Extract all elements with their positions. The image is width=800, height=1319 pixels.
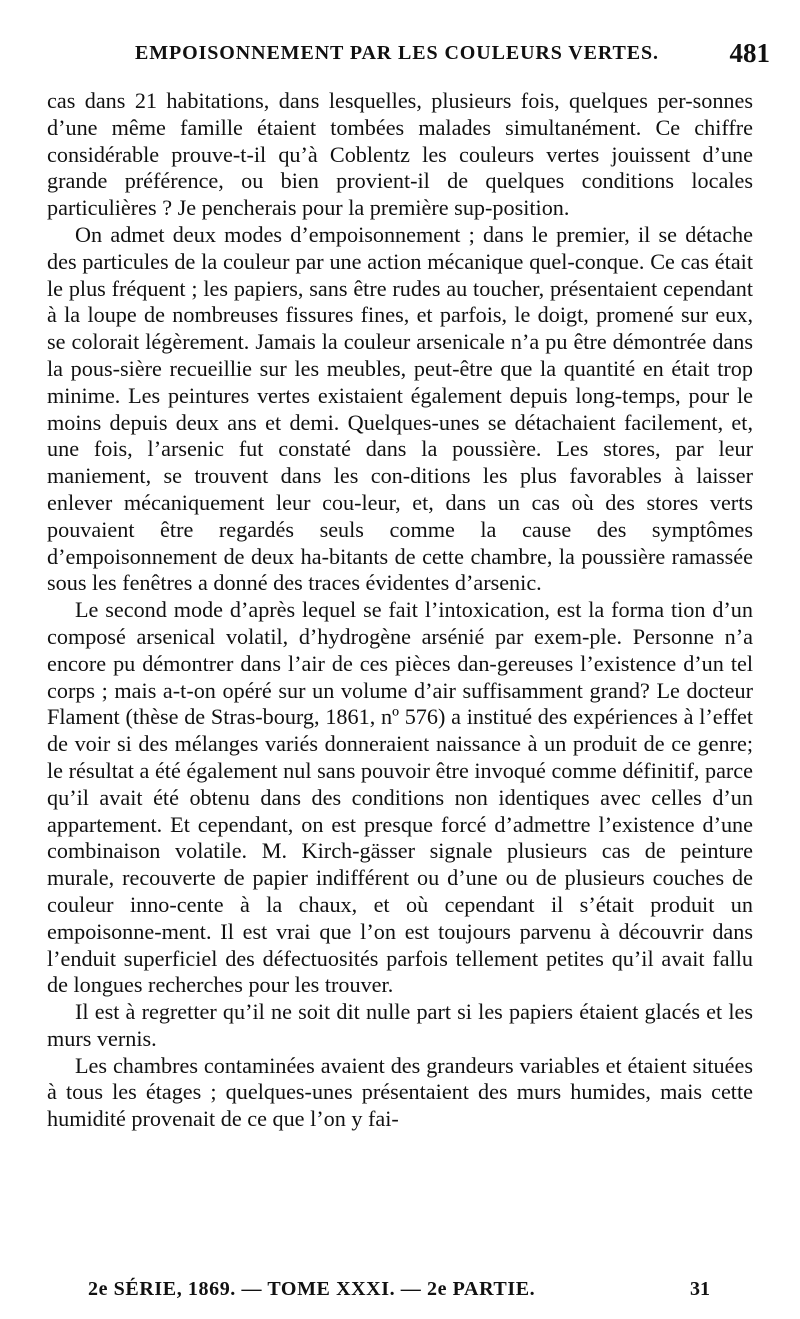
page-footer: [88, 1278, 710, 1308]
paragraph: Le second mode d’après lequel se fait l’intoxication, est la forma tion d’un composé arsenical volatil, d’hydrogène arsénié par exem-ple. Personne n’a encore pu démontrer dans l’air de ces pièces dan-gereuses l’existence d’un tel corps ; mais a-t-on opéré sur un volume d’air suffisamment grand? Le docteur Flament (thèse de Stras-bourg, 1861, nº 576) a institué des expériences à l’effet de voir si des mélanges variés donneraient naissance à un produit de ce genre; le résultat a été également nul sans pouvoir être invoqué comme définitif, parce qu’il avait été obtenu dans des conditions non identiques avec celles d’un appartement. Et cependant, on est presque forcé d’admettre l’existence d’une combinaison volatile. M. Kirch-gässer signale plusieurs cas de peinture murale, recouverte de papier indifférent ou d’une ou de plusieurs couches de couleur inno-cente à la chaux, et où cependant il s’était produit un empoisonne-ment. Il est vrai que l’on est toujours parvenu à découvrir dans l’enduit superficiel des défectuosités parfois tellement petites qu’il avait fallu de longues recherches pour les trouver.: [47, 597, 753, 998]
paragraph: Il est à regretter qu’il ne soit dit nulle part si les papiers étaient glacés et les murs vernis.: [47, 999, 753, 1051]
page-number: 481: [729, 38, 770, 68]
paragraph-continued: cas dans 21 habitations, dans lesquelles, plusieurs fois, quelques per-sonnes d’une même famille étaient tombées malades simultanément. Ce chiffre considérable prouve-t-il qu’à Coblentz les couleurs vertes jouissent d’une grande préférence, ou bien provient-il de quelques conditions locales particulières ? Je pencherais pour la première sup-position.: [47, 88, 753, 221]
paragraph: Les chambres contaminées avaient des grandeurs variables et étaient situées à tous les étages ; quelques-unes présentaient des murs humides, mais cette humidité provenait de ce que l’on y fai-: [47, 1052, 753, 1132]
signature-mark: 31: [690, 1278, 710, 1300]
running-head: [40, 38, 770, 78]
paragraph: On admet deux modes d’empoisonnement ; dans le premier, il se détache des particules de la couleur par une action mécanique quel-conque. Ce cas était le plus fréquent ; les papiers, sans être rudes au toucher, présentaient cependant à la loupe de nombreuses fissures fines, et parfois, le doigt, promené sur eux, se colorait légèrement. Jamais la couleur arsenicale n’a pu être démontrée dans la pous-sière recueillie sur les meubles, peut-être que la quantité en était trop minime. Les peintures vertes existaient également depuis long-temps, pour le moins depuis deux ans et demi. Quelques-unes se détachaient facilement, et, une fois, l’arsenic fut constaté dans la poussière. Les stores, par leur maniement, se trouvent dans les con-ditions les plus favorables à laisser enlever mécaniquement leur cou-leur, et, dans un cas où des stores verts pouvaient être regardés seuls comme la cause des symptômes d’empoisonnement de deux ha-bitants de cette chambre, la poussière ramassée sous les fenêtres a donné des traces évidentes d’arsenic.: [47, 221, 753, 596]
footer-series: 2e SÉRIE, 1869. — TOME XXXI. — 2e PARTIE.: [88, 1278, 536, 1300]
running-title: EMPOISONNEMENT PAR LES COULEURS VERTES.: [135, 42, 659, 64]
body-text: [47, 88, 753, 1133]
